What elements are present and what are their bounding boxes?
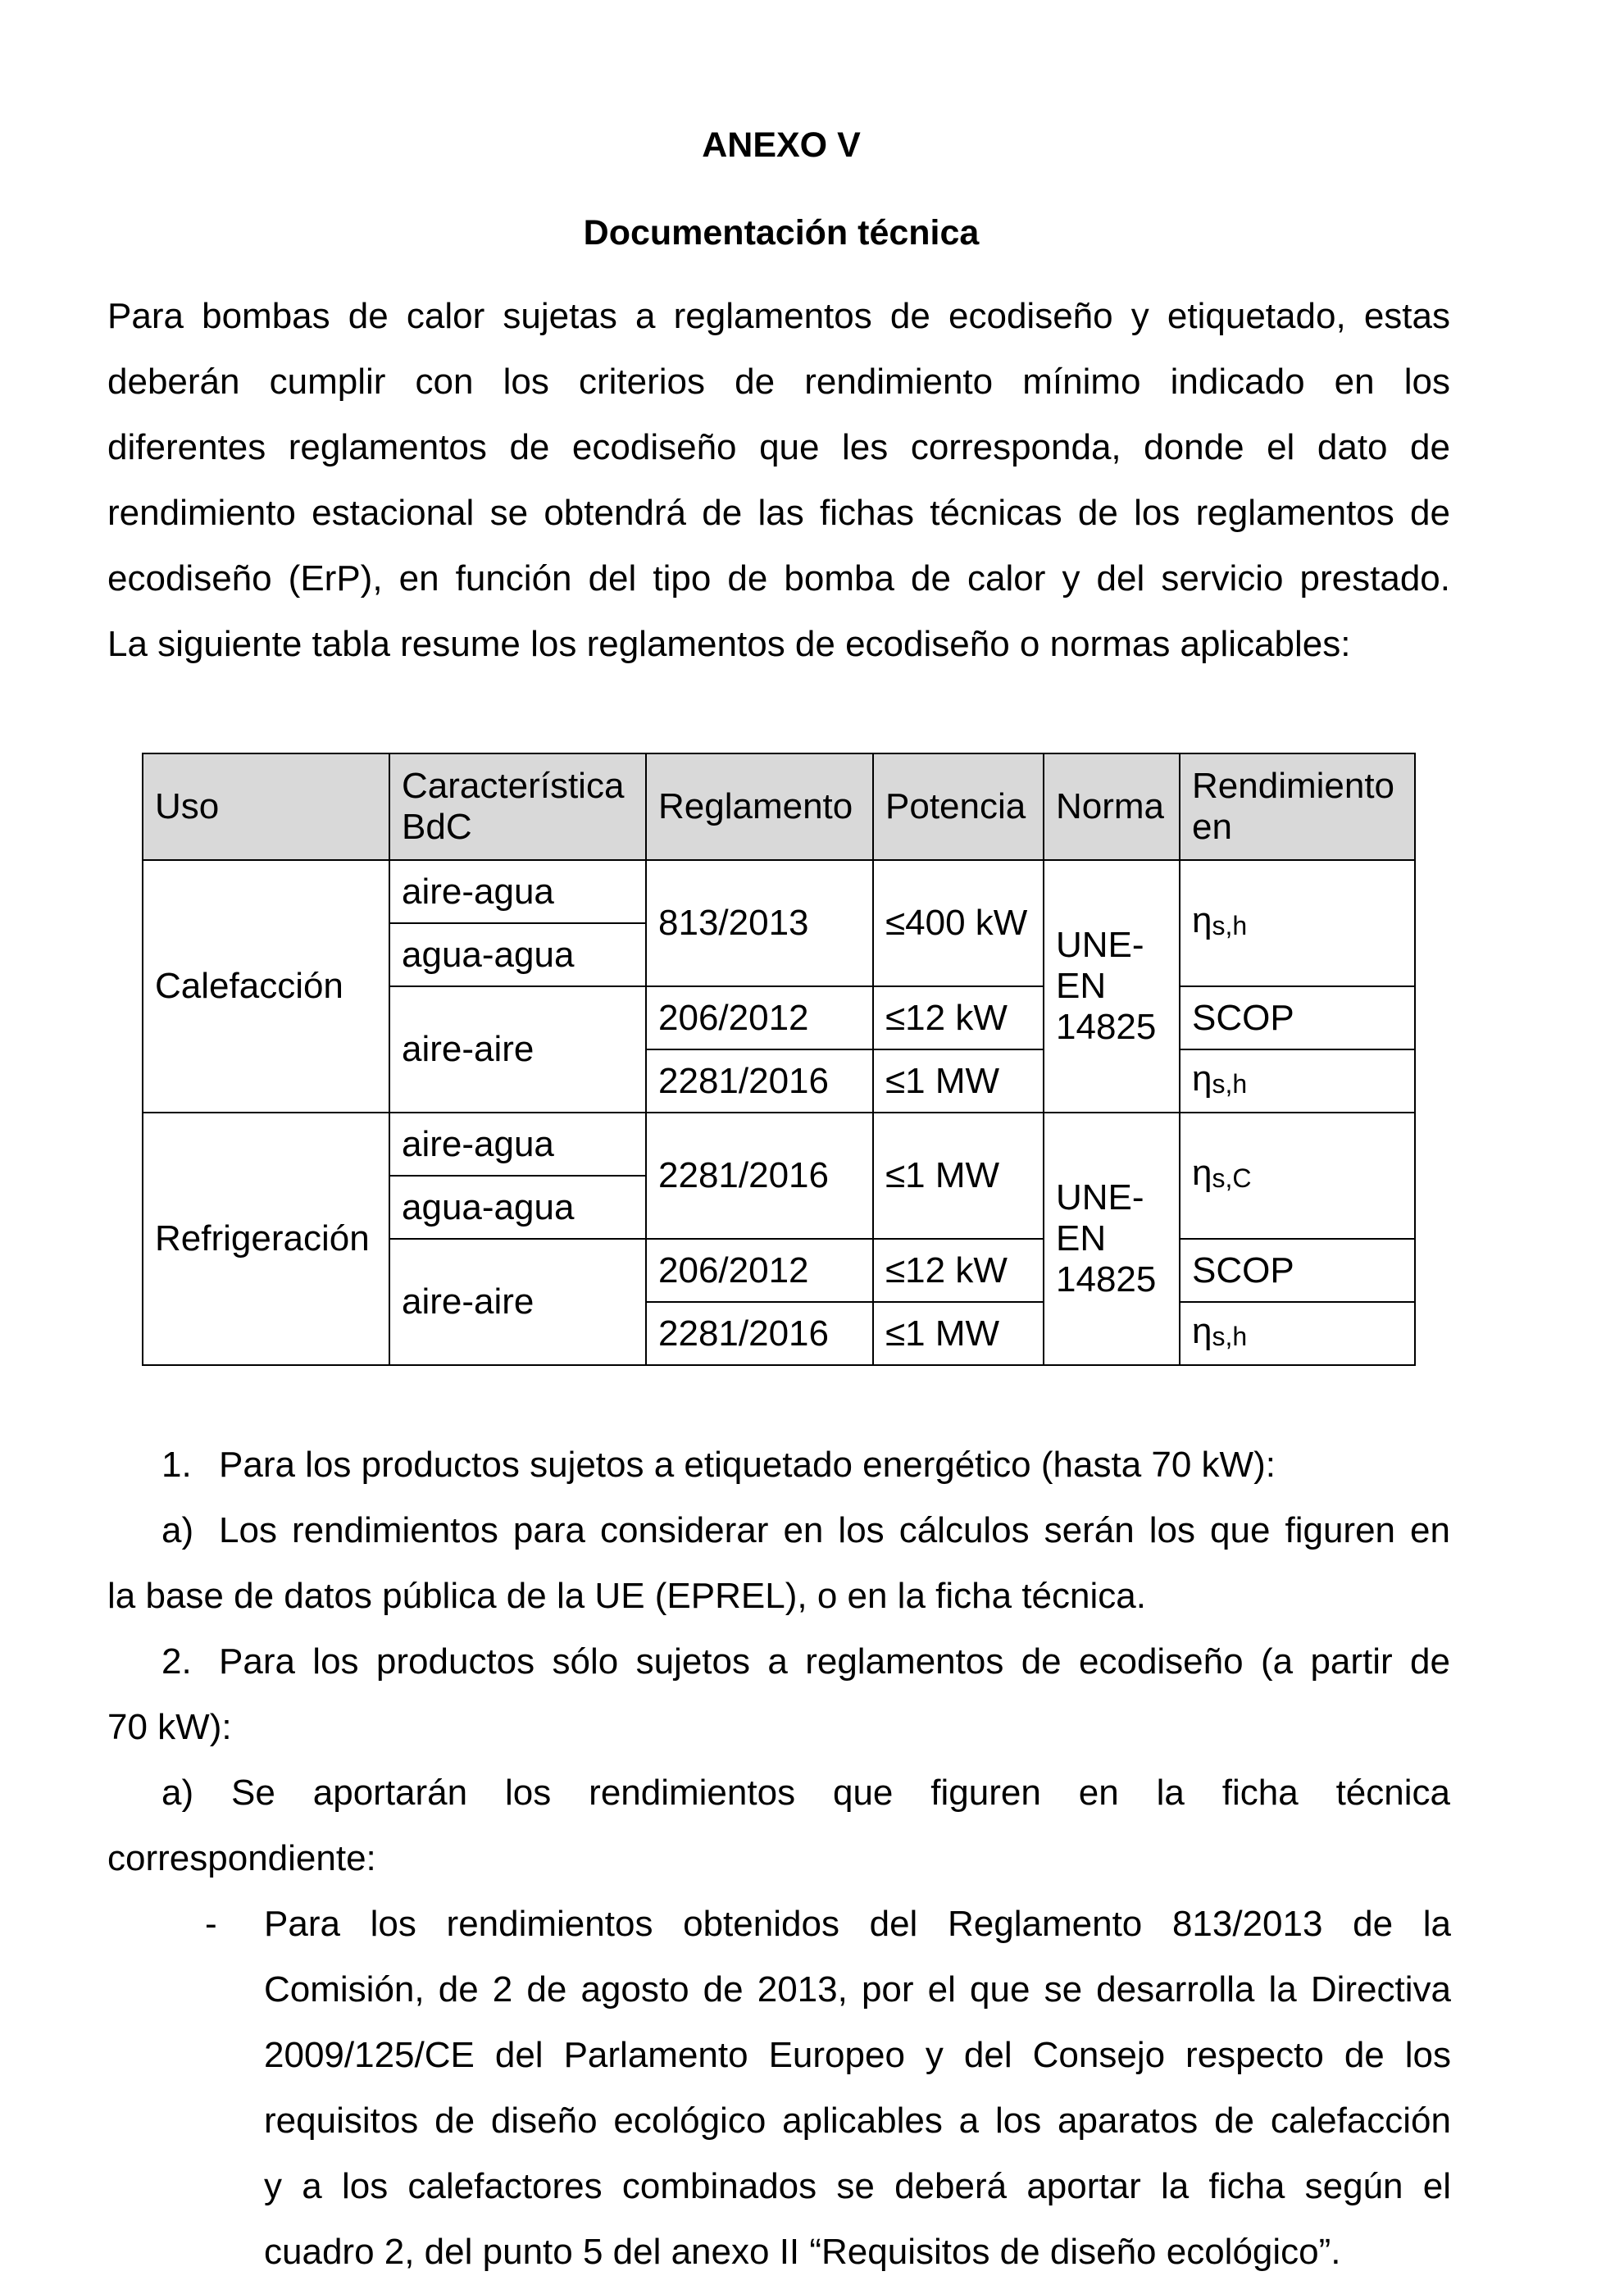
reglamento-cell: 2281/2016 bbox=[646, 1302, 873, 1365]
table-row bbox=[143, 860, 1415, 923]
uso-cell: Calefacción bbox=[143, 860, 389, 1113]
potencia-cell: ≤1 MW bbox=[873, 1302, 1044, 1365]
rendimiento-cell: ηs,h bbox=[1180, 1049, 1415, 1113]
dash-line: requisitos de diseño ecológico aplicables a los aparatos de calefacción bbox=[264, 2101, 1451, 2141]
rendimiento-cell: ηs,h bbox=[1180, 860, 1415, 986]
list-item-line bbox=[107, 1629, 1450, 1695]
potencia-cell: ≤12 kW bbox=[873, 1239, 1044, 1302]
reglamento-cell: 2281/2016 bbox=[646, 1113, 873, 1239]
annex-title: ANEXO V bbox=[702, 125, 861, 165]
dash-line: 2009/125/CE del Parlamento Europeo y del Consejo respecto de los bbox=[264, 2035, 1451, 2075]
intro-line: diferentes reglamentos de ecodiseño que les corresponda, donde el dato de bbox=[107, 427, 1450, 467]
reglamento-cell: 206/2012 bbox=[646, 986, 873, 1049]
regulations-table bbox=[142, 753, 1416, 1366]
list-item bbox=[107, 1760, 1450, 1891]
list-item bbox=[107, 1498, 1450, 1629]
potencia-cell: ≤12 kW bbox=[873, 986, 1044, 1049]
caracteristica-cell: aire-aire bbox=[389, 1239, 646, 1365]
numbered-list bbox=[107, 1432, 1450, 1891]
intro-line: deberán cumplir con los criterios de rendimiento mínimo indicado en los bbox=[107, 362, 1450, 402]
list-item-line: 70 kW): bbox=[107, 1707, 232, 1747]
rendimiento-cell: SCOP bbox=[1180, 986, 1415, 1049]
caracteristica-cell: aire-aire bbox=[389, 986, 646, 1113]
dash-line: y a los calefactores combinados se deberá aportar la ficha según el bbox=[264, 2166, 1451, 2206]
dash-item-text bbox=[264, 1891, 1451, 2285]
header-norma: Norma bbox=[1044, 753, 1180, 860]
intro-paragraph bbox=[107, 284, 1450, 677]
dash-line: Comisión, de 2 de agosto de 2013, por el que se desarrolla la Directiva bbox=[264, 1969, 1451, 2010]
header-reglamento: Reglamento bbox=[646, 753, 873, 860]
intro-line: La siguiente tabla resume los reglamentos de ecodiseño o normas aplicables: bbox=[107, 624, 1351, 664]
header-uso: Uso bbox=[143, 753, 389, 860]
rendimiento-cell: ηs,h bbox=[1180, 1302, 1415, 1365]
dash-list-item bbox=[205, 1891, 1451, 2285]
reglamento-cell: 2281/2016 bbox=[646, 1049, 873, 1113]
list-item-text: Para los productos sólo sujetos a reglamentos de ecodiseño (a partir de bbox=[219, 1641, 1450, 1682]
list-item-text: Los rendimientos para considerar en los cálculos serán los que figuren en bbox=[219, 1510, 1450, 1550]
list-number: 2. bbox=[161, 1641, 192, 1682]
intro-line: Para bombas de calor sujetas a reglamentos de ecodiseño y etiquetado, estas bbox=[107, 296, 1450, 336]
norma-cell: UNE-EN 14825 bbox=[1044, 860, 1180, 1113]
table-header-row bbox=[143, 753, 1415, 860]
caracteristica-cell: agua-agua bbox=[389, 1176, 646, 1239]
potencia-cell: ≤1 MW bbox=[873, 1049, 1044, 1113]
list-item bbox=[107, 1432, 1450, 1498]
list-item-text: Para los productos sujetos a etiquetado energético (hasta 70 kW): bbox=[219, 1445, 1276, 1485]
list-item-line: correspondiente: bbox=[107, 1838, 376, 1878]
potencia-cell: ≤1 MW bbox=[873, 1113, 1044, 1239]
list-item-line: a) Se aportarán los rendimientos que figuren en la ficha técnica bbox=[161, 1773, 1450, 1813]
caracteristica-cell: aire-agua bbox=[389, 1113, 646, 1176]
list-number: 1. bbox=[161, 1445, 192, 1485]
rendimiento-cell: SCOP bbox=[1180, 1239, 1415, 1302]
dash-marker: - bbox=[205, 1904, 217, 1944]
potencia-cell: ≤400 kW bbox=[873, 860, 1044, 986]
list-letter: a) bbox=[161, 1510, 194, 1550]
document-title: Documentación técnica bbox=[583, 213, 980, 253]
dash-line: cuadro 2, del punto 5 del anexo II “Requisitos de diseño ecológico”. bbox=[264, 2232, 1341, 2272]
reglamento-cell: 206/2012 bbox=[646, 1239, 873, 1302]
header-caracteristica: Característica BdC bbox=[389, 753, 646, 860]
header-rendimiento: Rendimiento en bbox=[1180, 753, 1415, 860]
list-item bbox=[107, 1629, 1450, 1760]
dash-line: Para los rendimientos obtenidos del Reglamento 813/2013 de la bbox=[264, 1904, 1451, 1944]
list-item-line: la base de datos pública de la UE (EPREL), o en la ficha técnica. bbox=[107, 1576, 1146, 1616]
rendimiento-cell: ηs,C bbox=[1180, 1113, 1415, 1239]
caracteristica-cell: aire-agua bbox=[389, 860, 646, 923]
header-potencia: Potencia bbox=[873, 753, 1044, 860]
norma-cell: UNE-EN 14825 bbox=[1044, 1113, 1180, 1365]
caracteristica-cell: agua-agua bbox=[389, 923, 646, 986]
table-row bbox=[143, 1113, 1415, 1176]
intro-line: rendimiento estacional se obtendrá de las fichas técnicas de los reglamentos de bbox=[107, 493, 1450, 533]
intro-line: ecodiseño (ErP), en función del tipo de bomba de calor y del servicio prestado. bbox=[107, 558, 1450, 599]
list-item-line bbox=[107, 1498, 1450, 1564]
uso-cell: Refrigeración bbox=[143, 1113, 389, 1365]
reglamento-cell: 813/2013 bbox=[646, 860, 873, 986]
